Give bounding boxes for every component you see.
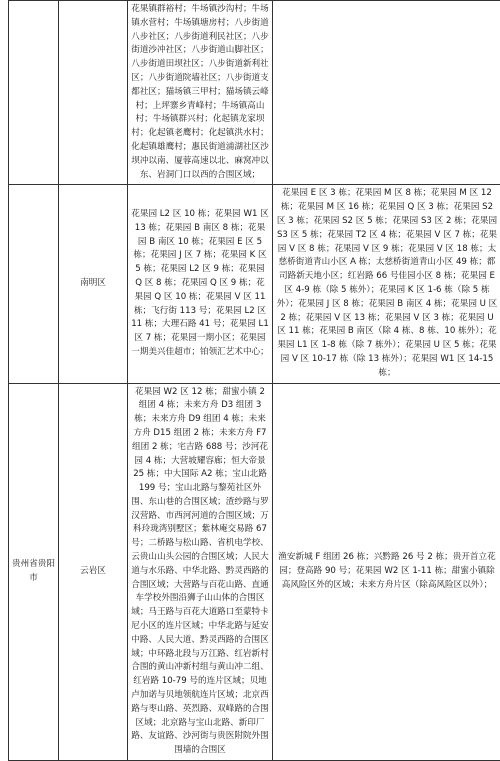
table-row [9,185,500,383]
area-list-cell-right [273,1,500,185]
area-list-cell-right: 渔安新城 F 组团 26 栋；兴黔路 26 号 2 栋；贵开首立花园；登高路 90 号；花果园 W2 区 1-11 栋；甜蜜小镇除高风险区外的区域；未来方舟片区（除高风险区以外）； [273,383,500,761]
city-cell [9,1,59,185]
district-cell: 云岩区 [59,383,128,761]
city-cell [9,185,59,383]
district-risk-table [8,0,500,761]
table-row [9,383,500,761]
area-list-cell-right: 花果园 E 区 3 栋；花果园 M 区 8 栋；花果园 M 区 12 栋；花果园 M 区 16 栋；花果园 Q 区 3 栋；花果园 S2 区 3 栋；花果园 S2 区 5 栋；花果园 S3 区 2 栋；花果园 S3 区 5 栋；花果园 T2 区 4 栋；花果园 V 区 7 栋；花果园 V 区 8 栋；花果园 V 区 9 栋；花果园 V 区 18 栋；太慈桥街道青山小区 A 栋；太慈桥街道青山小区 49 栋；都司路新天地小区；红岩路 66 号佳园小区 8 栋；花果园 E 区 4-9 栋（除 5 栋外）；花果园 K 区 1-6 栋（除 5 栋外）；花果园 J 区 8 栋；花果园 B 南区 4 栋；花果园 U 区 2 栋；花果园 V 区 13 栋；花果园 V 区 3 栋；花果园 U 区 11 栋；花果园 B 南区（除 4 栋、8 栋、10 栋外）；花果园 L1 区 1-8 栋（除 7 栋外）；花果园 U 区 5 栋；花果园 V 区 10-17 栋（除 13 栋外）；花果园 W1 区 14-15 栋； [273,185,500,383]
area-list-cell: 花果园 W2 区 12 栋；甜蜜小镇 2 组团 4 栋；未来方舟 D3 组团 3 栋；未来方舟 D9 组团 4 栋；未来方舟 D15 组团 2 栋；未来方舟 F7 组团 2 栋；宅吉路 688 号；沙河花园 4 栋；大营坡耀容廊；恒大帝景 25 栋；中大国际 A2 栋；宝山北路 199 号；宝山北路与黎苑社区外围、东山巷的合围区域；渣纱路与罗汉营路、市西河河道的合围区域；万科玲珑湾别墅区；紫林庵交易路 67 号；二桥路与松山路、省机电学校、云贵山山头公园的合围区域；人民大道与水乐路、中华北路、黔灵西路的合围区域；大营路与百花山路、直通车学校外围沿狮子山山体的合围区域；马王路与百花大道路口至蒙特卡尼小区的连片区域；中华北路与延安中路、人民大道、黔灵西路的合围区域；中环路北段与万江路、红岩新村合围的黄山冲新村组与黄山冲二组、红岩路 10-79 号的连片区域；贝地卢加诺与贝地领航连片区域；北京西路与枣山路、英烈路、双峰路的合围区域；北京路与宝山北路、新印厂路、友谊路、沙河街与贵医附院外围围墙的合围区 [128,383,273,761]
area-list-cell: 花果园 L2 区 10 栋；花果园 W1 区 13 栋；花果园 B 南区 8 栋；花果园 B 南区 10 栋；花果园 E 区 5 栋；花果园 J 区 7 栋；花果园 K 区 5 栋；花果园 L2 区 9 栋；花果园 Q 区 8 栋；花果园 Q 区 9 栋；花果园 Q 区 10 栋；花果园 V 区 11 栋；飞行街 113 号；花果园 L2 区 11 栋；大理石路 41 号；花果园 L1 区 7 栋；花果园一期小区；花果园一期美兴佳超市；铂领汇艺术中心； [128,185,273,383]
area-list-cell: 花果镇群裕村；牛场镇沙沟村；牛场镇水营村；牛场镇塘房村；八步街道八步社区；八步街道利民社区；八步街道沙冲社区；八步街道山脚社区；八步街道田坝社区；八步街道新利社区；八步街道院墙社区；八步街道支都社区；猫场镇三甲村；猫场镇云峰村；上坪寨乡青峰村；牛场镇高山村；牛场镇群兴村；化起镇龙家坝村；化起镇老鹰村；化起镇洪水村；化起镇雄鹰村；惠民街道浦湖社区沙坝冲以南、厦蓉高速以北、麻窝冲以东、岩洞门口以西的合围区域； [128,1,273,185]
table-row [9,1,500,185]
district-cell: 南明区 [59,185,128,383]
city-cell: 贵州省贵阳市 [9,383,59,761]
district-cell [59,1,128,185]
